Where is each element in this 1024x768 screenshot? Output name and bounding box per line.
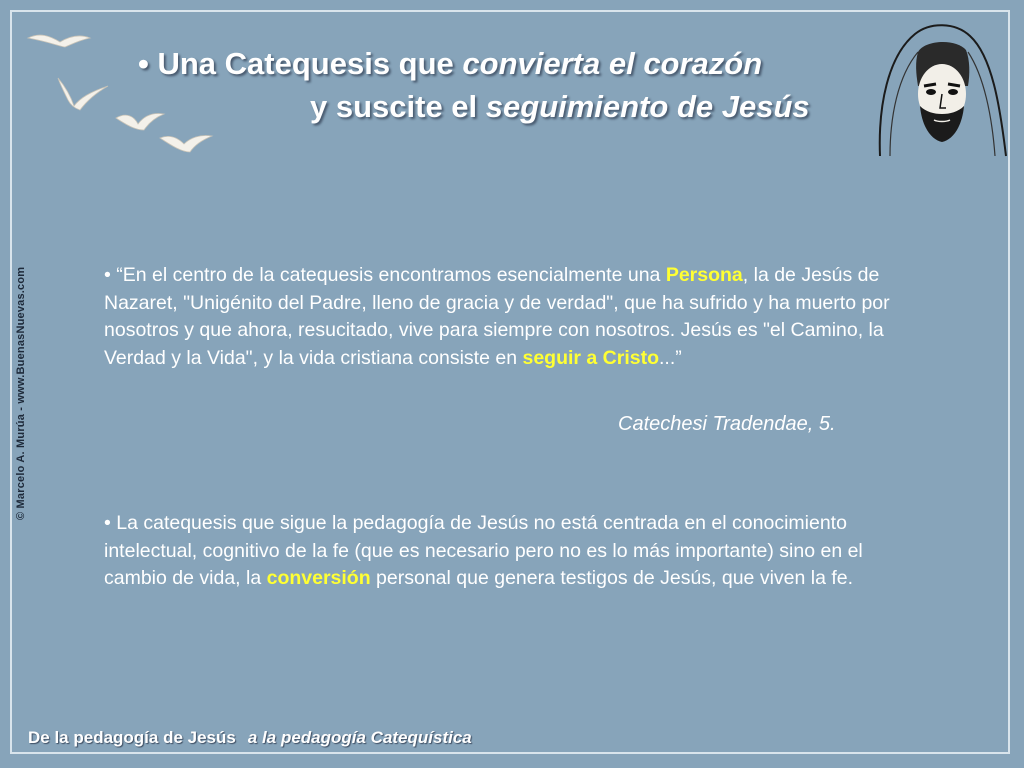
citation: Catechesi Tradendae, 5. bbox=[618, 413, 836, 435]
highlight-seguir-a-cristo: seguir a Cristo bbox=[522, 346, 660, 369]
title-bullet: • bbox=[138, 46, 149, 81]
footer bbox=[28, 728, 472, 748]
jesus-portrait-image bbox=[860, 16, 1010, 161]
title-line-2-text: y suscite el bbox=[310, 89, 486, 124]
title-line-2 bbox=[138, 85, 878, 128]
title-line-1-text: Una Catequesis que bbox=[157, 46, 463, 81]
quote-text-1: • “En el centro de la catequesis encontramos esencialmente una bbox=[104, 264, 666, 286]
explanation-text-1: • La catequesis que sigue la pedagogía de Jesús no está centrada en el conocimiento intelectual, cognitivo de la fe (que es necesario pero no es lo más importante) sino en el cambio de vida, la bbox=[104, 512, 863, 589]
title-line-2-emphasis: seguimiento de Jesús bbox=[485, 89, 810, 124]
copyright-credit: © Marcelo A. Murúa - www.BuenasNuevas.com bbox=[15, 266, 27, 520]
highlight-conversion: conversión bbox=[266, 567, 371, 589]
explanation-text-2: personal que genera testigos de Jesús, que viven la fe. bbox=[370, 567, 854, 589]
title-line-1-emphasis: convierta el corazón bbox=[462, 46, 763, 81]
title-line-1 bbox=[138, 42, 878, 85]
footer-text-2: a la pedagogía Catequística bbox=[247, 728, 472, 747]
explanation-paragraph bbox=[104, 510, 924, 593]
quote-text-2: , la de Jesús de Nazaret, "Unigénito del Padre, lleno de gracia y de verdad", que ha sufrido y ha muerto por nosotros y que ahora, resucitado, vive para siempre con nosotros. Jesús es "el Camino, la Verdad y la Vida", y la vida cristiana consiste en bbox=[104, 264, 890, 369]
quote-text-3: ...” bbox=[659, 346, 682, 369]
quote-paragraph bbox=[104, 262, 924, 372]
highlight-persona: Persona bbox=[665, 264, 743, 286]
footer-text-1: De la pedagogía de Jesús bbox=[28, 728, 236, 747]
slide-title bbox=[138, 42, 878, 128]
